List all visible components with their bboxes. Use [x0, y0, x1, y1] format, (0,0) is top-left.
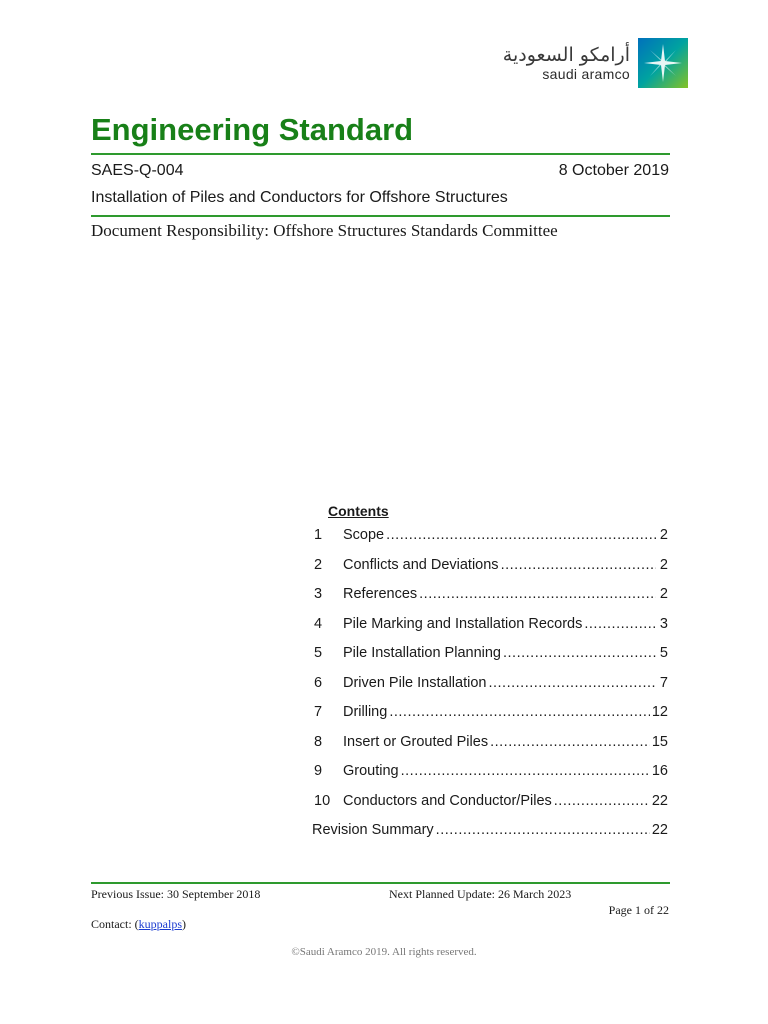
toc-number: 4: [314, 615, 323, 632]
toc-entry[interactable]: [310, 616, 668, 646]
toc-leader: [554, 793, 650, 809]
contents-heading: Contents: [328, 503, 389, 519]
contact-link[interactable]: kuppalps: [138, 917, 182, 931]
header-divider-bottom: [91, 215, 670, 217]
toc-page: 2: [659, 586, 668, 602]
toc-entry[interactable]: [310, 586, 668, 616]
toc-label: Insert or Grouted Piles: [343, 733, 489, 750]
toc-page: 22: [651, 822, 668, 838]
toc-label: Grouting: [343, 763, 399, 779]
toc-entry[interactable]: [310, 763, 668, 793]
toc-leader: [488, 675, 656, 691]
toc-number: 5: [314, 645, 323, 661]
toc-label: Revision Summary: [312, 822, 434, 838]
toc-label: Pile Marking and Installation Records: [343, 615, 583, 632]
toc-entry[interactable]: [310, 645, 668, 675]
toc-number: 3: [314, 586, 323, 602]
contact-close: ): [182, 917, 186, 931]
toc-page: 22: [651, 792, 668, 809]
saudi-aramco-logo: [503, 38, 688, 88]
toc-leader: [490, 734, 650, 750]
contact-label: Contact: (: [91, 917, 139, 931]
toc-number: 10: [314, 792, 331, 809]
toc-number: 6: [314, 674, 323, 691]
toc-page: 12: [651, 704, 668, 720]
toc-number: 1: [314, 527, 323, 543]
toc-leader: [401, 763, 650, 779]
toc-page: 2: [659, 527, 668, 543]
toc-label: Drilling: [343, 704, 388, 720]
toc-label: Scope: [343, 527, 385, 543]
standard-id: SAES-Q-004: [91, 162, 184, 179]
toc-number: 9: [314, 763, 323, 779]
toc-entry[interactable]: [310, 527, 668, 557]
toc-number: 8: [314, 733, 323, 750]
previous-issue: Previous Issue: 30 September 2018: [91, 887, 261, 901]
toc-leader: [436, 822, 650, 838]
toc-page: 3: [659, 615, 668, 632]
toc-label: Driven Pile Installation: [343, 674, 487, 691]
toc-entry[interactable]: [310, 704, 668, 734]
logo-wordmark: [502, 43, 630, 82]
toc-page: 16: [651, 763, 668, 779]
toc-page: 15: [651, 733, 668, 750]
toc-leader: [419, 586, 656, 602]
toc-leader: [501, 557, 656, 573]
aramco-star-icon: [638, 38, 688, 88]
toc-leader: [503, 645, 656, 661]
logo-arabic-text: أرامكو السعودية: [502, 43, 630, 66]
toc-label: References: [343, 586, 418, 602]
toc-entry[interactable]: [310, 793, 668, 823]
document-type-title: Engineering Standard: [91, 112, 414, 147]
contact: [91, 917, 186, 932]
toc-label: Conductors and Conductor/Piles: [343, 792, 552, 809]
toc-leader: [389, 704, 650, 720]
toc-entry[interactable]: [310, 675, 668, 705]
toc-page: 2: [659, 556, 668, 573]
logo-english-text: saudi aramco: [542, 65, 630, 82]
toc-leader: [386, 527, 656, 543]
toc-entry[interactable]: [310, 557, 668, 587]
next-planned-update: Next Planned Update: 26 March 2023: [389, 887, 572, 901]
standard-date: 8 October 2019: [558, 162, 669, 179]
standard-title: Installation of Piles and Conductors for Offshore Structures: [91, 189, 508, 206]
toc-page: 5: [659, 645, 668, 661]
toc-entry-revision-summary[interactable]: [310, 822, 668, 852]
footer-divider: [91, 882, 670, 884]
toc-page: 7: [659, 674, 668, 691]
toc-leader: [584, 616, 656, 632]
header-divider-top: [91, 153, 670, 155]
page-number: Page 1 of 22: [608, 903, 669, 917]
copyright-notice: ©Saudi Aramco 2019. All rights reserved.: [291, 946, 477, 958]
table-of-contents: [310, 527, 668, 852]
toc-label: Pile Installation Planning: [343, 645, 501, 661]
toc-number: 7: [314, 704, 323, 720]
document-responsibility: Document Responsibility: Offshore Structures Standards Committee: [91, 221, 558, 240]
toc-label: Conflicts and Deviations: [343, 556, 499, 573]
toc-entry[interactable]: [310, 734, 668, 764]
toc-number: 2: [314, 556, 323, 573]
